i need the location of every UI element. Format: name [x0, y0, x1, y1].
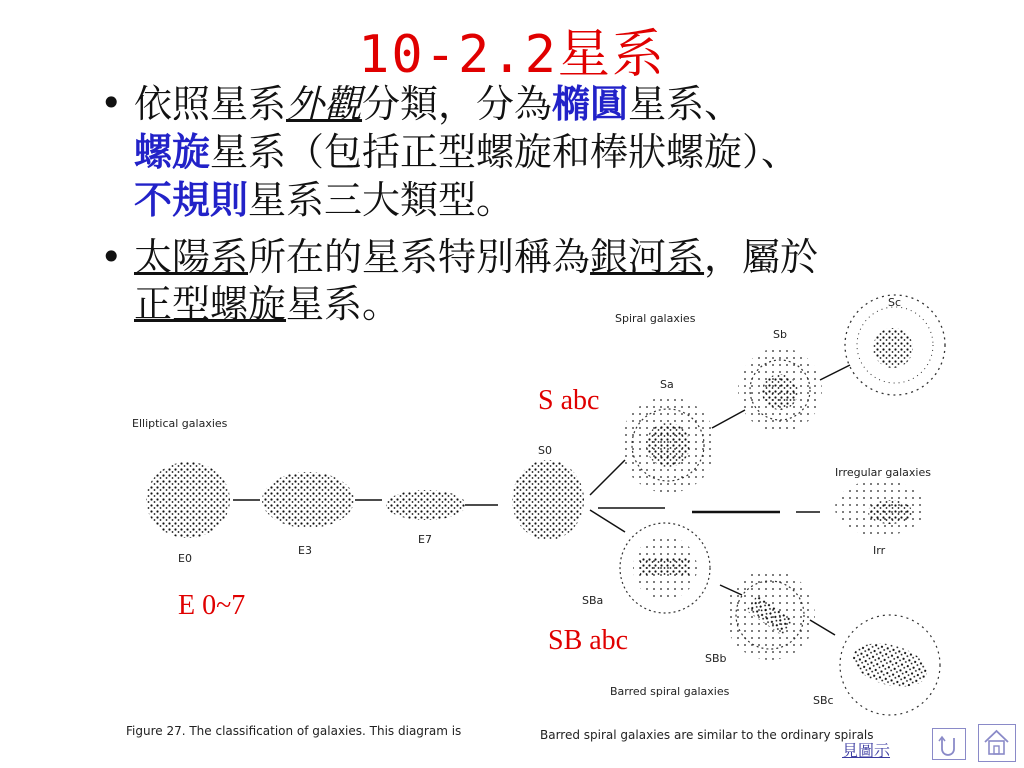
term-irregular: 不規則 — [134, 177, 249, 222]
label-e7: E7 — [418, 533, 432, 546]
text-segment: ，屬於 — [704, 235, 819, 279]
term-solar-system: 太陽系 — [134, 235, 249, 279]
label-elliptical-header: Elliptical galaxies — [132, 417, 228, 430]
term-spiral: 螺旋 — [134, 129, 211, 174]
home-icon — [979, 725, 1014, 760]
label-e3: E3 — [298, 544, 312, 557]
red-label-sb: SB abc — [548, 625, 629, 656]
text-segment: 星系（包括正型螺旋和棒狀螺旋）、 — [210, 130, 800, 174]
return-button[interactable] — [932, 728, 966, 760]
red-label-e: E 0~7 — [178, 590, 246, 621]
caption-left: Figure 27. The classification of galaxies. This diagram is — [126, 724, 462, 738]
term-milky-way: 銀河系 — [590, 235, 705, 279]
term-elliptical: 橢圓 — [552, 81, 629, 126]
term-normal-spiral: 正型螺旋 — [134, 282, 287, 326]
galaxy-s0 — [512, 460, 584, 540]
see-figure-link[interactable]: 見圖示 — [842, 741, 891, 760]
text-segment: 依照星系 — [134, 82, 287, 126]
galaxy-sba — [620, 523, 710, 613]
return-icon — [933, 729, 964, 758]
label-sba: SBa — [582, 594, 604, 607]
galaxy-sbb — [725, 570, 815, 660]
bullet-dot: • — [100, 235, 123, 279]
label-sa: Sa — [660, 378, 674, 391]
caption-right: Barred spiral galaxies are similar to the ordinary spirals — [540, 728, 874, 742]
galaxy-e3 — [262, 472, 354, 528]
text-segment: 星系、 — [628, 82, 743, 126]
galaxy-sbc — [840, 615, 940, 715]
text-segment: 所在的星系特別稱為 — [248, 235, 591, 279]
galaxy-sa — [620, 397, 716, 493]
label-sb: Sb — [773, 328, 787, 341]
bullet-item-classification — [100, 80, 960, 224]
hubble-tuning-fork-diagram — [120, 296, 950, 750]
label-sbb: SBb — [705, 652, 727, 665]
galaxy-e7 — [386, 490, 466, 520]
label-sc: Sc — [888, 296, 902, 309]
slide-title: 10-2.2星系 — [358, 25, 666, 85]
label-e0: E0 — [178, 552, 192, 565]
label-barred-header: Barred spiral galaxies — [610, 685, 730, 698]
label-irregular-header: Irregular galaxies — [835, 466, 931, 479]
text-segment: 分類，分為 — [362, 82, 553, 126]
red-label-s: S abc — [538, 385, 600, 416]
label-irr: Irr — [873, 544, 886, 557]
label-s0: S0 — [538, 444, 552, 457]
text-segment: 星系。 — [286, 282, 401, 326]
text-emphasis-appearance: 外觀 — [286, 82, 363, 126]
home-button[interactable] — [978, 724, 1016, 762]
galaxy-e0 — [146, 462, 230, 538]
bullet-dot: • — [100, 81, 123, 125]
galaxy-sc — [845, 295, 945, 395]
label-sbc: SBc — [813, 694, 834, 707]
galaxy-sb — [738, 348, 822, 432]
galaxy-diagram-graphic — [120, 300, 950, 750]
text-segment: 星系三大類型。 — [248, 178, 515, 222]
label-spiral-header: Spiral galaxies — [615, 312, 696, 325]
